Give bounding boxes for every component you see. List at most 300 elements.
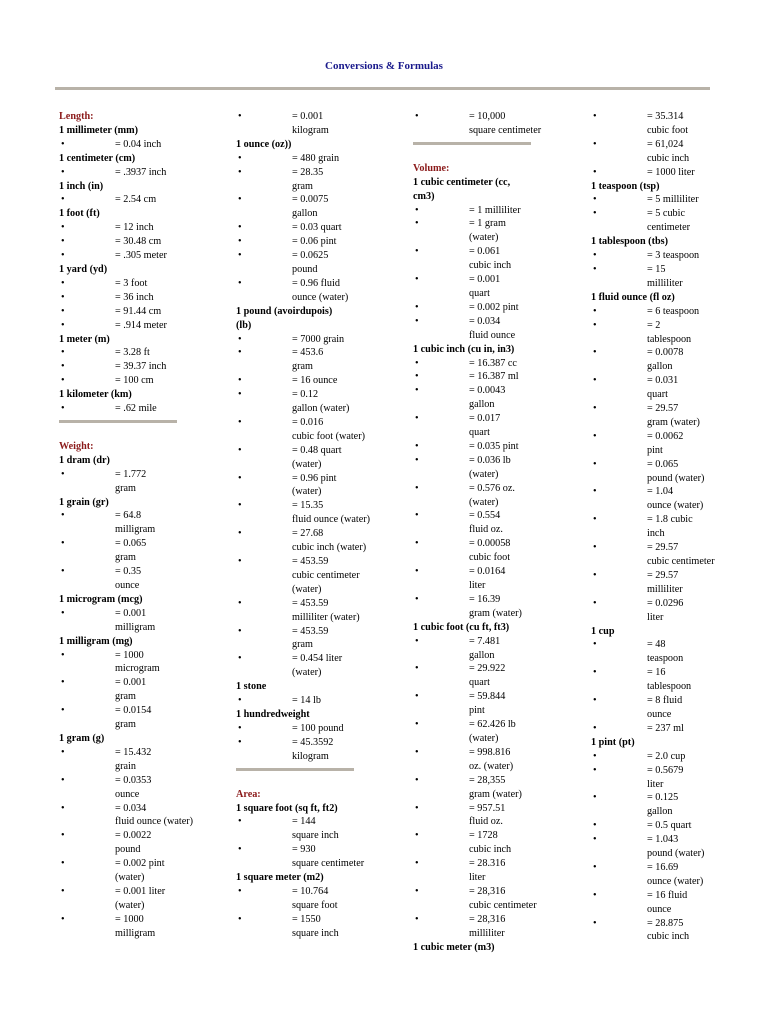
bullet-icon bbox=[413, 231, 469, 245]
list-item bbox=[413, 857, 571, 871]
bullet-icon: • bbox=[593, 597, 597, 609]
unit-line bbox=[236, 802, 394, 816]
conversion-value: = 27.68 bbox=[292, 528, 324, 540]
bullet-icon: • bbox=[415, 635, 419, 647]
bullet-icon: • bbox=[238, 111, 242, 122]
bullet-icon: • bbox=[415, 802, 419, 814]
conversion-unit: cubic inch bbox=[469, 844, 512, 856]
list-item bbox=[236, 416, 394, 430]
bullet-icon: • bbox=[593, 111, 597, 122]
list-item bbox=[236, 541, 394, 555]
bullet-icon bbox=[413, 871, 469, 885]
bullet-icon bbox=[591, 152, 647, 166]
list-item bbox=[59, 319, 217, 333]
conversion-unit: pound bbox=[115, 844, 141, 856]
conversion-unit: gram bbox=[292, 639, 313, 651]
conversion-unit: ounce (water) bbox=[647, 500, 704, 512]
unit-line bbox=[236, 305, 394, 319]
bullet-icon: • bbox=[593, 375, 597, 387]
conversion-unit: cubic foot bbox=[469, 552, 511, 564]
bullet-icon: • bbox=[61, 538, 65, 550]
conversion-value: = 0.03 quart bbox=[292, 222, 342, 234]
conversion-value: = 0.0075 bbox=[292, 194, 329, 206]
bullet-icon: • bbox=[593, 403, 597, 415]
bullet-icon bbox=[591, 124, 647, 138]
bullet-icon: • bbox=[238, 236, 242, 248]
bullet-icon: • bbox=[238, 194, 242, 206]
bullet-icon bbox=[591, 444, 647, 458]
bullet-icon: • bbox=[593, 319, 597, 331]
bullet-icon: • bbox=[238, 653, 242, 665]
conversion-value: = 0.034 bbox=[115, 802, 147, 814]
conversion-value: = 30.48 cm bbox=[115, 236, 162, 248]
conversion-value: = 1 gram bbox=[469, 218, 506, 230]
conversion-value: = .3937 inch bbox=[115, 166, 167, 178]
column-1 bbox=[59, 110, 217, 941]
bullet-icon bbox=[413, 329, 469, 343]
conversion-unit: gram (water) bbox=[647, 416, 700, 428]
list-item bbox=[413, 259, 571, 273]
list-item bbox=[413, 523, 571, 537]
list-item bbox=[236, 499, 394, 513]
list-item bbox=[591, 680, 749, 694]
conversion-unit: fluid ounce (water) bbox=[115, 816, 194, 828]
unit-heading: 1 millimeter (mm) bbox=[59, 124, 139, 136]
list-item bbox=[591, 666, 749, 680]
conversion-value: = 957.51 bbox=[469, 802, 506, 814]
unit-line bbox=[236, 871, 394, 885]
list-item bbox=[236, 527, 394, 541]
list-item bbox=[59, 551, 217, 565]
bullet-icon bbox=[591, 778, 647, 792]
conversion-value: = 0.0022 bbox=[115, 830, 152, 842]
conversion-unit: (water) bbox=[469, 232, 499, 244]
bullet-icon: • bbox=[415, 204, 419, 216]
conversion-value: = 1000 bbox=[115, 913, 144, 925]
conversion-value: = 91.44 cm bbox=[115, 305, 162, 317]
list-item bbox=[591, 485, 749, 499]
bullet-icon: • bbox=[415, 482, 419, 494]
bullet-icon: • bbox=[61, 566, 65, 578]
list-item bbox=[236, 638, 394, 652]
unit-line bbox=[591, 180, 749, 194]
conversion-value: = 16.387 cc bbox=[469, 357, 517, 369]
conversion-value: = 14 lb bbox=[292, 695, 321, 707]
bullet-icon: • bbox=[61, 746, 65, 758]
bullet-icon bbox=[236, 569, 292, 583]
list-item bbox=[59, 579, 217, 593]
unit-heading: 1 stone bbox=[236, 681, 267, 693]
conversion-value: = 144 bbox=[292, 816, 316, 828]
unit-heading: 1 fluid ounce (fl oz) bbox=[591, 291, 675, 303]
list-item bbox=[591, 499, 749, 513]
bullet-icon: • bbox=[61, 830, 65, 842]
conversion-unit: gram bbox=[292, 361, 313, 373]
list-item bbox=[59, 760, 217, 774]
list-item bbox=[236, 430, 394, 444]
bullet-icon: • bbox=[415, 858, 419, 870]
bullet-icon bbox=[59, 843, 115, 857]
bullet-icon bbox=[413, 398, 469, 412]
bullet-icon bbox=[591, 583, 647, 597]
bullet-icon bbox=[413, 899, 469, 913]
conversion-value: = 0.35 bbox=[115, 566, 142, 578]
conversion-value: = 0.036 lb bbox=[469, 454, 511, 466]
list-item bbox=[236, 235, 394, 249]
list-item bbox=[413, 468, 571, 482]
list-item bbox=[236, 388, 394, 402]
bullet-icon bbox=[59, 815, 115, 829]
bullet-icon bbox=[413, 676, 469, 690]
bullet-icon: • bbox=[238, 166, 242, 178]
conversion-unit: (water) bbox=[115, 872, 145, 884]
bullet-icon: • bbox=[238, 472, 242, 484]
list-item bbox=[236, 110, 394, 124]
list-item bbox=[236, 346, 394, 360]
conversion-value: = 29.57 bbox=[647, 542, 679, 554]
bullet-icon bbox=[236, 180, 292, 194]
bullet-icon: • bbox=[238, 416, 242, 428]
list-item bbox=[59, 802, 217, 816]
conversion-value: = 100 pound bbox=[292, 722, 344, 734]
bullet-icon bbox=[413, 426, 469, 440]
conversion-value: = 48 bbox=[647, 639, 666, 651]
conversion-unit: ounce (water) bbox=[292, 291, 349, 303]
conversion-value: = 35.314 bbox=[647, 111, 684, 122]
list-item bbox=[59, 509, 217, 523]
list-item bbox=[591, 346, 749, 360]
unit-heading: 1 meter (m) bbox=[59, 333, 110, 345]
list-item bbox=[413, 509, 571, 523]
list-item bbox=[59, 305, 217, 319]
conversion-value: = 0.0078 bbox=[647, 347, 684, 359]
conversion-value: = 15 bbox=[647, 263, 666, 275]
section-heading: Area: bbox=[236, 788, 261, 800]
list-item bbox=[236, 277, 394, 291]
bullet-icon bbox=[591, 499, 647, 513]
conversion-unit: (water) bbox=[469, 496, 499, 508]
conversion-unit: cubic inch bbox=[647, 931, 690, 943]
section-divider bbox=[236, 768, 354, 771]
list-item bbox=[236, 513, 394, 527]
list-item bbox=[59, 927, 217, 941]
list-item bbox=[413, 746, 571, 760]
list-item bbox=[59, 913, 217, 927]
list-item bbox=[236, 472, 394, 486]
bullet-icon: • bbox=[415, 371, 419, 383]
unit-line bbox=[413, 621, 571, 635]
bullet-icon: • bbox=[61, 319, 65, 331]
conversion-value: = 36 inch bbox=[115, 291, 154, 303]
conversion-unit: cubic centimeter bbox=[292, 569, 360, 581]
bullet-icon: • bbox=[61, 802, 65, 814]
conversion-value: = 0.554 bbox=[469, 510, 501, 522]
bullet-icon bbox=[236, 829, 292, 843]
bullet-icon: • bbox=[61, 705, 65, 717]
conversion-value: = 10,000 bbox=[469, 111, 506, 122]
list-item bbox=[59, 704, 217, 718]
unit-line bbox=[413, 941, 571, 955]
list-item bbox=[59, 829, 217, 843]
conversion-value: = 62.426 lb bbox=[469, 719, 516, 731]
list-item bbox=[236, 829, 394, 843]
bullet-icon: • bbox=[238, 347, 242, 359]
conversion-value: = 1.772 bbox=[115, 468, 147, 480]
bullet-icon bbox=[59, 579, 115, 593]
unit-line bbox=[59, 454, 217, 468]
bullet-icon bbox=[591, 333, 647, 347]
conversion-value: = 28,316 bbox=[469, 913, 506, 925]
list-item bbox=[591, 930, 749, 944]
bullet-icon bbox=[236, 430, 292, 444]
unit-line bbox=[413, 343, 571, 357]
list-item bbox=[591, 722, 749, 736]
list-item bbox=[591, 388, 749, 402]
unit-line bbox=[59, 496, 217, 510]
list-item bbox=[591, 819, 749, 833]
conversion-value: = 59.844 bbox=[469, 691, 506, 703]
conversion-unit: (water) bbox=[292, 667, 322, 679]
list-item bbox=[413, 885, 571, 899]
section-line bbox=[236, 788, 394, 802]
bullet-icon bbox=[59, 927, 115, 941]
conversion-unit: fluid oz. bbox=[469, 816, 503, 828]
unit-heading: 1 milligram (mg) bbox=[59, 635, 133, 647]
conversion-value: = 0.034 bbox=[469, 315, 501, 327]
list-item bbox=[59, 565, 217, 579]
conversion-unit: gram (water) bbox=[469, 607, 522, 619]
unit-heading: 1 hundredweight bbox=[236, 708, 310, 720]
list-item bbox=[236, 843, 394, 857]
list-item bbox=[59, 374, 217, 388]
section-line bbox=[59, 440, 217, 454]
bullet-icon bbox=[413, 124, 469, 138]
bullet-icon bbox=[591, 527, 647, 541]
list-item bbox=[59, 843, 217, 857]
list-item bbox=[236, 569, 394, 583]
list-item bbox=[591, 903, 749, 917]
bullet-icon: • bbox=[61, 885, 65, 897]
list-item bbox=[413, 273, 571, 287]
conversion-value: = 100 cm bbox=[115, 375, 154, 387]
bullet-icon: • bbox=[593, 569, 597, 581]
bullet-icon bbox=[591, 555, 647, 569]
bullet-icon: • bbox=[415, 885, 419, 897]
conversion-value: = 16.39 bbox=[469, 593, 501, 605]
bullet-icon: • bbox=[593, 764, 597, 776]
list-item bbox=[413, 802, 571, 816]
list-item bbox=[591, 764, 749, 778]
conversion-value: = 0.065 bbox=[647, 458, 679, 470]
list-item bbox=[591, 875, 749, 889]
bullet-icon: • bbox=[415, 719, 419, 731]
list-item bbox=[413, 482, 571, 496]
list-item bbox=[591, 444, 749, 458]
list-item bbox=[413, 815, 571, 829]
list-item bbox=[236, 402, 394, 416]
list-item bbox=[59, 166, 217, 180]
conversion-unit: cubic inch (water) bbox=[292, 542, 367, 554]
unit-heading: 1 dram (dr) bbox=[59, 454, 110, 466]
list-item bbox=[413, 635, 571, 649]
list-item bbox=[59, 690, 217, 704]
unit-heading: (lb) bbox=[236, 319, 252, 331]
bullet-icon bbox=[591, 416, 647, 430]
bullet-icon bbox=[59, 899, 115, 913]
list-item bbox=[236, 207, 394, 221]
list-item bbox=[413, 607, 571, 621]
unit-line bbox=[59, 333, 217, 347]
conversion-value: = 3 teaspoon bbox=[647, 250, 700, 262]
unit-line bbox=[59, 593, 217, 607]
conversion-unit: kilogram bbox=[292, 124, 329, 136]
conversion-value: = 0.002 pint bbox=[115, 858, 165, 870]
list-item bbox=[236, 722, 394, 736]
conversion-unit: liter bbox=[469, 580, 486, 591]
bullet-icon bbox=[236, 899, 292, 913]
bullet-icon bbox=[59, 760, 115, 774]
list-item bbox=[59, 221, 217, 235]
list-item bbox=[591, 263, 749, 277]
conversion-unit: milliliter bbox=[647, 277, 683, 289]
bullet-icon: • bbox=[61, 250, 65, 262]
list-item bbox=[591, 597, 749, 611]
conversion-value: = 28,355 bbox=[469, 774, 506, 786]
list-item bbox=[591, 458, 749, 472]
list-item bbox=[236, 333, 394, 347]
bullet-icon: • bbox=[238, 885, 242, 897]
list-item bbox=[413, 231, 571, 245]
bullet-icon bbox=[236, 611, 292, 625]
bullet-icon: • bbox=[61, 291, 65, 303]
bullet-icon bbox=[413, 287, 469, 301]
list-item bbox=[413, 704, 571, 718]
bullet-icon: • bbox=[593, 250, 597, 262]
bullet-icon bbox=[591, 472, 647, 486]
conversion-value: = 1728 bbox=[469, 830, 498, 842]
list-item bbox=[413, 398, 571, 412]
list-item bbox=[236, 291, 394, 305]
conversion-value: = 29.57 bbox=[647, 569, 679, 581]
bullet-icon: • bbox=[61, 677, 65, 689]
bullet-icon: • bbox=[415, 111, 419, 122]
bullet-icon: • bbox=[593, 514, 597, 526]
bullet-icon: • bbox=[238, 528, 242, 540]
list-item bbox=[236, 485, 394, 499]
conversion-value: = 1000 liter bbox=[647, 166, 695, 178]
section-gap bbox=[236, 773, 394, 788]
conversion-value: = 5 milliliter bbox=[647, 194, 699, 206]
bullet-icon bbox=[413, 704, 469, 718]
conversion-unit: fluid ounce (water) bbox=[292, 514, 371, 526]
conversion-value: = 0.061 bbox=[469, 246, 501, 258]
conversion-value: = 0.5679 bbox=[647, 764, 684, 776]
conversion-unit: milliliter bbox=[469, 927, 505, 939]
unit-heading: 1 foot (ft) bbox=[59, 208, 100, 220]
list-item bbox=[413, 315, 571, 329]
bullet-icon: • bbox=[61, 649, 65, 661]
bullet-icon bbox=[413, 607, 469, 621]
conversion-unit: gram bbox=[115, 482, 136, 494]
list-item bbox=[591, 791, 749, 805]
list-item bbox=[236, 611, 394, 625]
conversion-value: = 0.12 bbox=[292, 389, 319, 401]
conversion-value: = 1.8 cubic bbox=[647, 514, 693, 526]
list-item bbox=[591, 374, 749, 388]
conversion-value: = 1 milliliter bbox=[469, 204, 521, 216]
unit-heading: 1 cubic meter (m3) bbox=[413, 941, 495, 953]
list-item bbox=[59, 291, 217, 305]
bullet-icon bbox=[236, 291, 292, 305]
bullet-icon bbox=[59, 690, 115, 704]
list-item bbox=[413, 204, 571, 218]
conversion-unit: pint bbox=[647, 444, 663, 456]
conversion-value: = .305 meter bbox=[115, 250, 167, 262]
list-item bbox=[413, 760, 571, 774]
unit-heading: 1 pound (avoirdupois) bbox=[236, 305, 333, 317]
unit-heading: 1 cubic foot (cu ft, ft3) bbox=[413, 621, 510, 633]
unit-heading: 1 pint (pt) bbox=[591, 736, 635, 748]
bullet-icon bbox=[236, 583, 292, 597]
conversion-value: = 0.017 bbox=[469, 413, 501, 425]
conversion-unit: gram bbox=[115, 691, 136, 703]
conversion-value: = 7.481 bbox=[469, 635, 501, 647]
list-item bbox=[413, 329, 571, 343]
conversion-unit: (water) bbox=[469, 732, 499, 744]
conversion-value: = 1550 bbox=[292, 913, 321, 925]
bullet-icon bbox=[413, 760, 469, 774]
section-divider bbox=[413, 142, 531, 145]
bullet-icon: • bbox=[415, 315, 419, 327]
conversion-value: = 2.0 cup bbox=[647, 750, 686, 762]
list-item bbox=[591, 861, 749, 875]
list-item bbox=[413, 124, 571, 138]
section-gap bbox=[413, 147, 571, 162]
conversion-value: = 0.035 pint bbox=[469, 440, 519, 452]
conversion-value: = 0.0043 bbox=[469, 385, 506, 397]
list-item bbox=[413, 357, 571, 371]
list-item bbox=[59, 523, 217, 537]
conversion-value: = 15.432 bbox=[115, 746, 152, 758]
bullet-icon: • bbox=[593, 305, 597, 317]
conversion-unit: square inch bbox=[292, 927, 339, 939]
bullet-icon bbox=[59, 788, 115, 802]
bullet-icon: • bbox=[61, 138, 65, 150]
conversion-value: = 28.316 bbox=[469, 858, 506, 870]
bullet-icon bbox=[591, 708, 647, 722]
bullet-icon: • bbox=[593, 347, 597, 359]
bullet-icon: • bbox=[61, 858, 65, 870]
conversion-value: = 0.125 bbox=[647, 792, 679, 804]
section-divider bbox=[59, 420, 177, 423]
conversion-value: = 28.35 bbox=[292, 166, 324, 178]
conversion-value: = 16.387 ml bbox=[469, 371, 519, 383]
conversion-unit: liter bbox=[647, 778, 664, 790]
bullet-icon bbox=[236, 666, 292, 680]
unit-line bbox=[236, 708, 394, 722]
bullet-icon: • bbox=[61, 607, 65, 619]
list-item bbox=[591, 207, 749, 221]
bullet-icon: • bbox=[593, 208, 597, 220]
list-item bbox=[59, 676, 217, 690]
conversion-unit: milliliter bbox=[647, 583, 683, 595]
list-item bbox=[236, 750, 394, 764]
conversion-value: = 28.875 bbox=[647, 917, 684, 929]
conversion-value: = 2 bbox=[647, 319, 661, 331]
list-item bbox=[236, 899, 394, 913]
unit-heading: 1 gram (g) bbox=[59, 732, 105, 744]
bullet-icon: • bbox=[593, 695, 597, 707]
